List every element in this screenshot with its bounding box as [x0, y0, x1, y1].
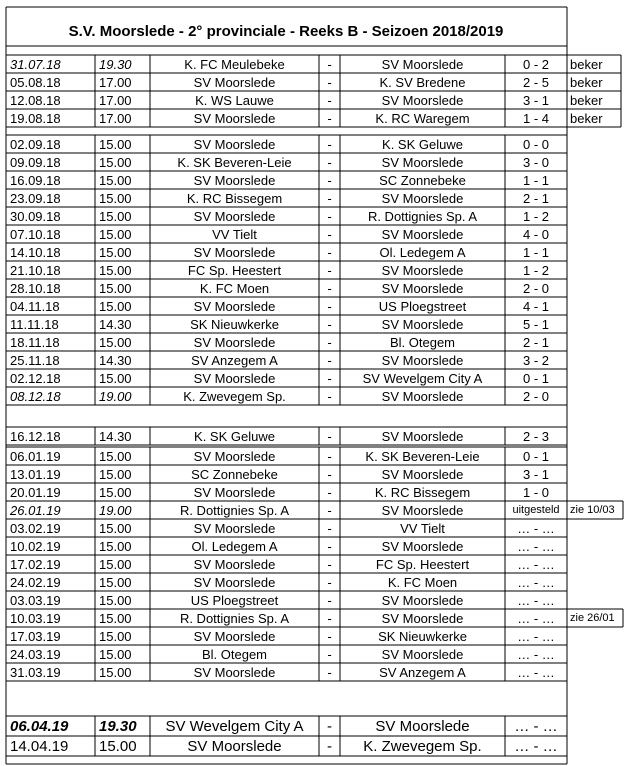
sheet-title: S.V. Moorslede - 2° provinciale - Reeks B - Seizoen 2018/2019	[68, 22, 504, 40]
vs-separator: -	[327, 448, 332, 464]
home-team: SV Moorslede	[193, 448, 276, 464]
kick-off-time: 14.30	[99, 428, 132, 444]
kick-off-time: 15.00	[99, 448, 132, 464]
home-team: SV Moorslede	[193, 334, 276, 350]
vs-separator: -	[327, 388, 332, 404]
home-team: R. Dottignies Sp. A	[179, 610, 290, 626]
home-team: K. WS Lauwe	[195, 92, 274, 108]
away-team: VV Tielt	[400, 520, 445, 536]
vs-separator: -	[327, 538, 332, 554]
home-team: SV Moorslede	[193, 136, 276, 152]
away-team: SV Anzegem A	[379, 664, 466, 680]
home-team: SV Anzegem A	[191, 352, 278, 368]
match-score: … - …	[517, 610, 555, 626]
match-score: 3 - 0	[522, 154, 549, 170]
away-team: FC Sp. Heestert	[375, 556, 470, 572]
kick-off-time: 19.00	[99, 502, 132, 518]
vs-separator: -	[327, 628, 332, 644]
kick-off-time: 19.30	[99, 717, 137, 735]
kick-off-time: 17.00	[99, 92, 132, 108]
home-team: K. FC Moen	[199, 280, 270, 296]
home-team: SV Moorslede	[193, 110, 276, 126]
vs-separator: -	[327, 208, 332, 224]
away-team: SV Moorslede	[375, 717, 470, 735]
vs-separator: -	[327, 466, 332, 482]
vs-separator: -	[327, 428, 332, 444]
kick-off-time: 14.30	[99, 316, 132, 332]
match-date: 31.03.19	[10, 664, 61, 680]
kick-off-time: 15.00	[99, 298, 132, 314]
vs-separator: -	[327, 574, 332, 590]
vs-separator: -	[327, 370, 332, 386]
match-date: 17.02.19	[10, 556, 61, 572]
vs-separator: -	[327, 484, 332, 500]
kick-off-time: 15.00	[99, 334, 132, 350]
kick-off-time: 15.00	[99, 262, 132, 278]
match-score: 1 - 4	[522, 110, 549, 126]
away-team: SV Moorslede	[381, 280, 464, 296]
kick-off-time: 15.00	[99, 737, 137, 755]
match-score: 1 - 1	[522, 172, 549, 188]
away-team: SV Moorslede	[381, 92, 464, 108]
vs-separator: -	[327, 74, 332, 90]
kick-off-time: 15.00	[99, 646, 132, 662]
kick-off-time: 15.00	[99, 538, 132, 554]
match-date: 25.11.18	[10, 352, 60, 368]
match-score: 5 - 1	[522, 316, 549, 332]
match-date: 10.03.19	[10, 610, 61, 626]
kick-off-time: 19.00	[99, 388, 132, 404]
kick-off-time: 15.00	[99, 484, 132, 500]
match-score: … - …	[517, 592, 555, 608]
vs-separator: -	[327, 502, 332, 518]
match-date: 24.03.19	[10, 646, 61, 662]
home-team: SV Moorslede	[193, 298, 276, 314]
away-team: US Ploegstreet	[378, 298, 467, 314]
home-team: SK Nieuwkerke	[190, 316, 279, 332]
match-score: 1 - 1	[522, 244, 549, 260]
away-team: SV Moorslede	[381, 388, 464, 404]
match-date: 21.10.18	[10, 262, 61, 278]
kick-off-time: 15.00	[99, 172, 132, 188]
match-date: 12.08.18	[10, 92, 61, 108]
vs-separator: -	[327, 190, 332, 206]
match-score: 2 - 0	[522, 280, 549, 296]
home-team: SV Moorslede	[193, 370, 276, 386]
match-note: beker	[570, 56, 603, 72]
away-team: SV Moorslede	[381, 538, 464, 554]
match-note: zie 10/03	[570, 503, 615, 516]
match-note: zie 26/01	[570, 611, 615, 624]
match-score: 2 - 0	[522, 388, 549, 404]
match-score: 1 - 2	[522, 262, 549, 278]
kick-off-time: 15.00	[99, 574, 132, 590]
match-date: 11.11.18	[10, 316, 59, 332]
vs-separator: -	[327, 92, 332, 108]
kick-off-time: 15.00	[99, 556, 132, 572]
home-team: SV Moorslede	[193, 208, 276, 224]
match-date: 16.09.18	[10, 172, 61, 188]
away-team: Ol. Ledegem A	[379, 244, 466, 260]
match-score: … - …	[517, 628, 555, 644]
kick-off-time: 15.00	[99, 280, 132, 296]
match-date: 18.11.18	[10, 334, 60, 350]
match-date: 28.10.18	[10, 280, 61, 296]
match-score: 2 - 1	[522, 190, 549, 206]
kick-off-time: 15.00	[99, 244, 132, 260]
kick-off-time: 15.00	[99, 136, 132, 152]
away-team: SV Moorslede	[381, 316, 464, 332]
kick-off-time: 15.00	[99, 190, 132, 206]
vs-separator: -	[327, 154, 332, 170]
home-team: US Ploegstreet	[190, 592, 279, 608]
home-team: SV Moorslede	[193, 74, 276, 90]
vs-separator: -	[327, 664, 332, 680]
away-team: SV Moorslede	[381, 262, 464, 278]
match-date: 02.09.18	[10, 136, 61, 152]
home-team: SV Moorslede	[193, 172, 276, 188]
kick-off-time: 15.00	[99, 370, 132, 386]
match-score: 2 - 3	[522, 428, 549, 444]
vs-separator: -	[327, 298, 332, 314]
kick-off-time: 15.00	[99, 628, 132, 644]
match-date: 20.01.19	[10, 484, 61, 500]
kick-off-time: 15.00	[99, 592, 132, 608]
match-score: … - …	[517, 664, 555, 680]
home-team: SV Wevelgem City A	[165, 717, 304, 735]
kick-off-time: 15.00	[99, 208, 132, 224]
vs-separator: -	[327, 520, 332, 536]
home-team: K. FC Meulebeke	[184, 56, 285, 72]
match-score: 2 - 1	[522, 334, 549, 350]
home-team: K. SK Beveren-Leie	[177, 154, 292, 170]
match-date: 16.12.18	[10, 428, 61, 444]
away-team: SC Zonnebeke	[379, 172, 466, 188]
home-team: K. RC Bissegem	[186, 190, 283, 206]
match-score: 0 - 0	[522, 136, 549, 152]
away-team: SV Wevelgem City A	[362, 370, 483, 386]
vs-separator: -	[327, 316, 332, 332]
vs-separator: -	[327, 280, 332, 296]
match-date: 03.02.19	[10, 520, 61, 536]
home-team: SV Moorslede	[193, 664, 276, 680]
home-team: K. SK Geluwe	[194, 428, 275, 444]
match-score: 4 - 1	[522, 298, 549, 314]
home-team: SV Moorslede	[193, 484, 276, 500]
match-score: … - …	[517, 538, 555, 554]
match-score: … - …	[517, 520, 555, 536]
home-team: R. Dottignies Sp. A	[179, 502, 290, 518]
vs-separator: -	[327, 556, 332, 572]
vs-separator: -	[327, 56, 332, 72]
match-date: 24.02.19	[10, 574, 61, 590]
away-team: K. RC Waregem	[375, 110, 470, 126]
match-score: 3 - 1	[522, 466, 549, 482]
away-team: K. Zwevegem Sp.	[363, 737, 482, 755]
kick-off-time: 15.00	[99, 226, 132, 242]
away-team: SV Moorslede	[381, 502, 464, 518]
vs-separator: -	[327, 334, 332, 350]
match-date: 08.12.18	[10, 388, 61, 404]
match-score: uitgesteld	[512, 503, 560, 516]
match-date: 17.03.19	[10, 628, 61, 644]
match-score: … - …	[514, 737, 558, 755]
away-team: SV Moorslede	[381, 466, 464, 482]
kick-off-time: 15.00	[99, 664, 132, 680]
match-date: 06.01.19	[10, 448, 61, 464]
match-score: … - …	[517, 556, 555, 572]
match-date: 06.04.19	[10, 717, 69, 735]
vs-separator: -	[327, 262, 332, 278]
kick-off-time: 15.00	[99, 466, 132, 482]
match-score: 1 - 0	[522, 484, 549, 500]
away-team: R. Dottignies Sp. A	[367, 208, 478, 224]
match-score: 0 - 1	[522, 448, 549, 464]
home-team: VV Tielt	[212, 226, 257, 242]
match-date: 04.11.18	[10, 298, 60, 314]
match-note: beker	[570, 74, 603, 90]
match-score: … - …	[517, 574, 555, 590]
home-team: FC Sp. Heestert	[187, 262, 282, 278]
away-team: SV Moorslede	[381, 428, 464, 444]
vs-separator: -	[327, 737, 332, 755]
away-team: K. RC Bissegem	[374, 484, 471, 500]
away-team: Bl. Otegem	[389, 334, 456, 350]
away-team: K. FC Moen	[387, 574, 458, 590]
match-date: 31.07.18	[10, 56, 61, 72]
match-score: 0 - 1	[522, 370, 549, 386]
match-date: 30.09.18	[10, 208, 61, 224]
match-date: 02.12.18	[10, 370, 61, 386]
match-date: 07.10.18	[10, 226, 61, 242]
vs-separator: -	[327, 646, 332, 662]
vs-separator: -	[327, 244, 332, 260]
match-score: … - …	[514, 717, 558, 735]
kick-off-time: 14.30	[99, 352, 132, 368]
home-team: SV Moorslede	[193, 556, 276, 572]
kick-off-time: 17.00	[99, 110, 132, 126]
away-team: SV Moorslede	[381, 592, 464, 608]
vs-separator: -	[327, 352, 332, 368]
kick-off-time: 17.00	[99, 74, 132, 90]
kick-off-time: 19.30	[99, 56, 132, 72]
away-team: K. SV Bredene	[379, 74, 466, 90]
vs-separator: -	[327, 610, 332, 626]
match-score: 3 - 1	[522, 92, 549, 108]
match-note: beker	[570, 110, 603, 126]
home-team: SV Moorslede	[193, 520, 276, 536]
vs-separator: -	[327, 172, 332, 188]
match-note: beker	[570, 92, 603, 108]
away-team: K. SK Geluwe	[382, 136, 463, 152]
match-date: 14.10.18	[10, 244, 61, 260]
home-team: SV Moorslede	[193, 628, 276, 644]
match-date: 19.08.18	[10, 110, 61, 126]
home-team: SV Moorslede	[193, 574, 276, 590]
away-team: K. SK Beveren-Leie	[365, 448, 480, 464]
vs-separator: -	[327, 110, 332, 126]
vs-separator: -	[327, 226, 332, 242]
match-score: 2 - 5	[522, 74, 549, 90]
match-date: 13.01.19	[10, 466, 61, 482]
vs-separator: -	[327, 717, 332, 735]
kick-off-time: 15.00	[99, 520, 132, 536]
match-date: 10.02.19	[10, 538, 61, 554]
away-team: SV Moorslede	[381, 352, 464, 368]
home-team: SV Moorslede	[187, 737, 282, 755]
match-score: 3 - 2	[522, 352, 549, 368]
away-team: SV Moorslede	[381, 190, 464, 206]
match-date: 14.04.19	[10, 737, 69, 755]
away-team: SV Moorslede	[381, 610, 464, 626]
kick-off-time: 15.00	[99, 610, 132, 626]
match-date: 05.08.18	[10, 74, 61, 90]
match-date: 09.09.18	[10, 154, 61, 170]
home-team: SV Moorslede	[193, 244, 276, 260]
home-team: SC Zonnebeke	[191, 466, 278, 482]
away-team: SV Moorslede	[381, 226, 464, 242]
match-date: 03.03.19	[10, 592, 61, 608]
home-team: K. Zwevegem Sp.	[183, 388, 286, 404]
vs-separator: -	[327, 136, 332, 152]
match-score: … - …	[517, 646, 555, 662]
match-score: 1 - 2	[522, 208, 549, 224]
home-team: Bl. Otegem	[201, 646, 268, 662]
match-score: 0 - 2	[522, 56, 549, 72]
match-date: 26.01.19	[10, 502, 61, 518]
vs-separator: -	[327, 592, 332, 608]
away-team: SV Moorslede	[381, 56, 464, 72]
away-team: SK Nieuwkerke	[378, 628, 467, 644]
home-team: Ol. Ledegem A	[191, 538, 278, 554]
match-date: 23.09.18	[10, 190, 61, 206]
match-score: 4 - 0	[522, 226, 549, 242]
away-team: SV Moorslede	[381, 154, 464, 170]
kick-off-time: 15.00	[99, 154, 132, 170]
away-team: SV Moorslede	[381, 646, 464, 662]
